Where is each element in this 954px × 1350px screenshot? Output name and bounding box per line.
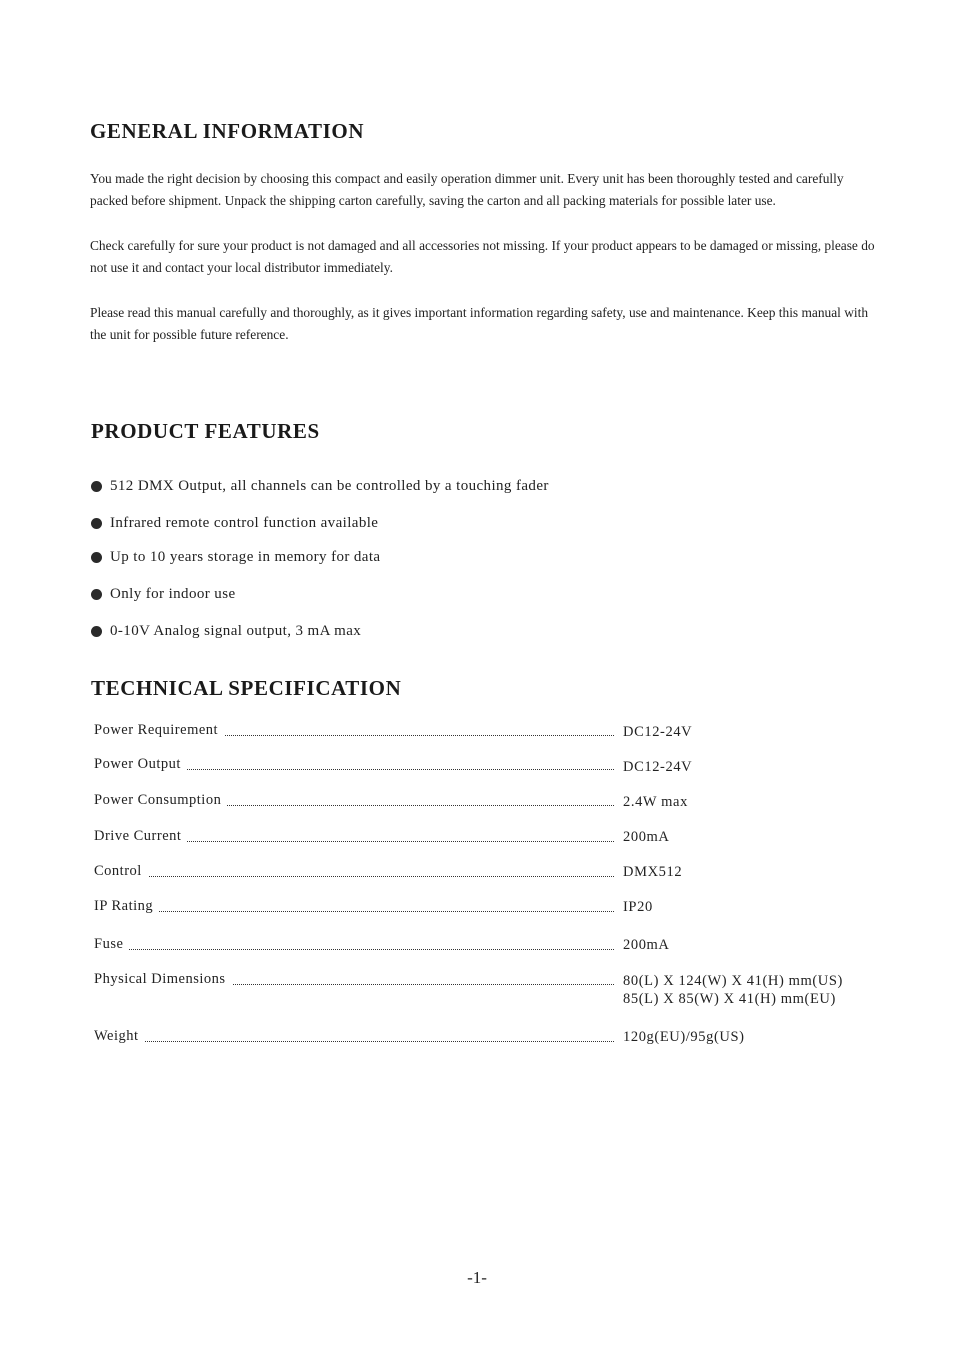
bullet-icon [91, 518, 102, 529]
spec-label: Weight [94, 1028, 145, 1045]
spec-label: Fuse [94, 936, 129, 953]
dot-leader [94, 949, 614, 950]
feature-item [91, 513, 378, 533]
feature-item [91, 476, 549, 496]
spec-label: Control [94, 863, 148, 880]
spec-value: DC12-24V [623, 759, 693, 775]
page-number: -1- [467, 1268, 487, 1287]
spec-value: 200mA [623, 937, 670, 953]
feature-text: 512 DMX Output, all channels can be controlled by a touching fader [110, 477, 549, 494]
bullet-icon [91, 589, 102, 600]
spec-row-fuse [94, 936, 874, 956]
bullet-icon [91, 552, 102, 563]
spec-label: Power Consumption [94, 792, 227, 809]
feature-text: Only for indoor use [110, 585, 236, 602]
feature-item [91, 621, 361, 641]
feature-text: Infrared remote control function available [110, 514, 379, 531]
spec-row-power-requirement [94, 722, 874, 742]
spec-row-power-output [94, 756, 874, 776]
feature-item [91, 584, 236, 604]
product-features-heading: PRODUCT FEATURES [91, 419, 320, 443]
spec-value: IP20 [623, 899, 653, 915]
bullet-icon [91, 481, 102, 492]
feature-item [91, 547, 381, 567]
spec-value: DC12-24V [623, 724, 693, 740]
spec-row-control [94, 863, 874, 883]
spec-row-drive-current [94, 828, 874, 848]
dot-leader [94, 876, 614, 877]
dot-leader [94, 911, 614, 912]
spec-label: Power Requirement [94, 722, 224, 739]
technical-specification-heading: TECHNICAL SPECIFICATION [91, 676, 402, 700]
dot-leader [94, 1041, 614, 1042]
spec-label: Drive Current [94, 828, 187, 845]
spec-row-power-consumption [94, 792, 874, 812]
feature-text: 0-10V Analog signal output, 3 mA max [110, 622, 362, 639]
general-info-paragraph-3: Please read this manual carefully and thoroughly, as it gives important information regarding safety, use and maintenance. Keep this manual with the unit for possible future reference. [90, 305, 869, 342]
spec-value: 120g(EU)/95g(US) [623, 1029, 745, 1045]
spec-value: DMX512 [623, 864, 683, 880]
general-info-paragraph-1: You made the right decision by choosing this compact and easily operation dimmer unit. Every unit has been thoroughly tested and carefully packed before shipment. Unpack the shipping carton carefully, saving the carton and all packing materials for possible later use. [90, 171, 844, 208]
spec-row-physical-dimensions [94, 971, 874, 1009]
spec-value: 2.4W max [623, 794, 688, 810]
spec-value-secondary: 85(L) X 85(W) X 41(H) mm(EU) [623, 991, 836, 1007]
general-info-paragraph-2: Check carefully for sure your product is not damaged and all accessories not missing. If your product appears to be damaged or missing, please do not use it and contact your local distributor immediately. [90, 238, 875, 275]
spec-row-ip-rating [94, 898, 874, 918]
spec-row-weight [94, 1028, 874, 1048]
spec-label: Power Output [94, 756, 187, 773]
spec-label: IP Rating [94, 898, 159, 915]
feature-text: Up to 10 years storage in memory for data [110, 548, 381, 565]
general-information-heading: GENERAL INFORMATION [90, 119, 365, 143]
spec-value: 80(L) X 124(W) X 41(H) mm(US) [623, 973, 843, 989]
spec-value: 200mA [623, 829, 670, 845]
bullet-icon [91, 626, 102, 637]
spec-label: Physical Dimensions [94, 971, 232, 988]
